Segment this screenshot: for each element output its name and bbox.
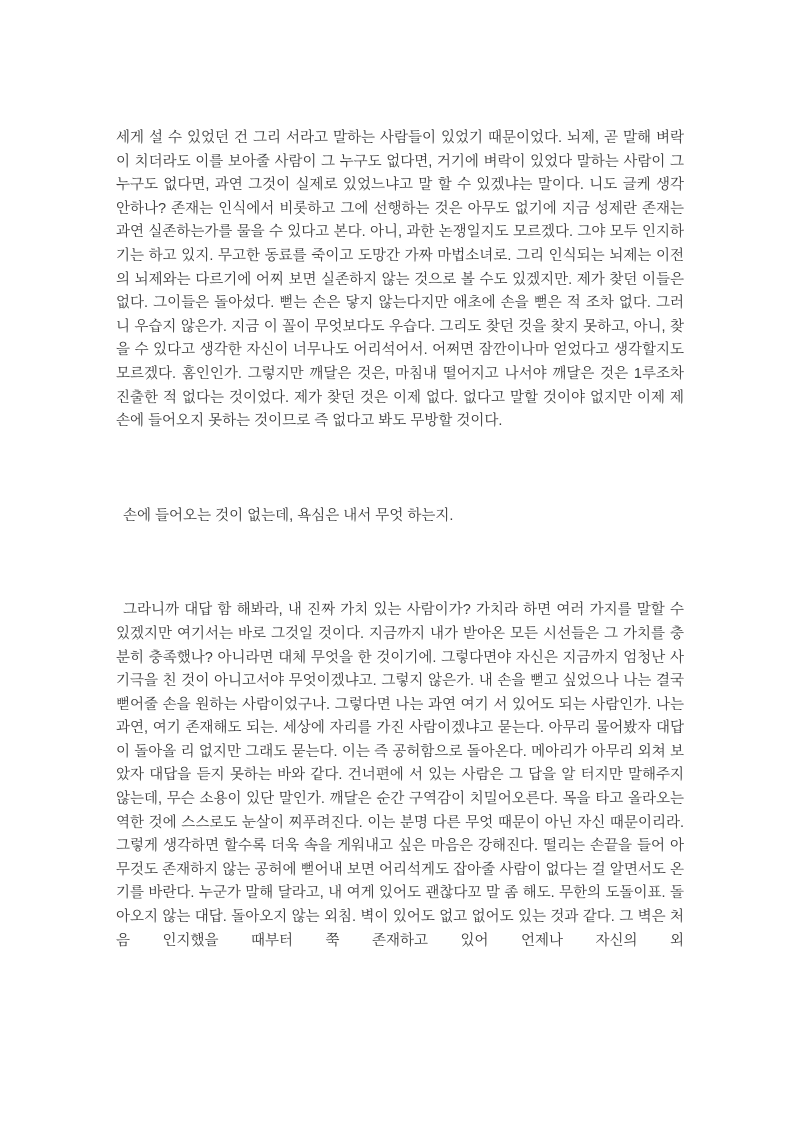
paragraph-3: 그라니까 대답 함 해봐라, 내 진짜 가치 있는 사람이가? 가치라 하면 여러 가지를 말할 수 있겠지만 여기서는 바로 그것일 것이다. 지금까지 내가 받아온 모든 시선들은 그 가치를 충분히 충족했나? 아니라면 대체 무엇을 한 것이기에. 그렇다면야 자신은 지금까지 엄청난 사기극을 친 것이 아니고서야 무엇이겠냐고. 그렇지 않은가. 내 손을 뻗고 싶었으나 나는 결국 뻗어줄 손을 원하는 사람이었구나. 그렇다면 나는 과연 여기 서 있어도 되는 사람인가. 나는 과연, 여기 존재해도 되는. 세상에 자리를 가진 사람이겠냐고 묻는다. 아무리 물어봤자 대답이 돌아올 리 없지만 그래도 묻는다. 이는 즉 공허함으로 돌아온다. 메아리가 아무리 외쳐 보았자 대답을 듣지 못하는 바와 같다. 건너편에 서 있는 사람은 그 답을 알 터지만 말해주지 않는데, 무슨 소용이 있단 말인가. 깨달은 순간 구역감이 치밀어오른다. 목을 타고 올라오는 역한 것에 스스로도 눈살이 찌푸려진다. 이는 분명 다른 무엇 때문이 아닌 자신 때문이리라. 그렇게 생각하면 할수록 더욱 속을 게워내고 싶은 마음은 강해진다. 떨리는 손끝을 들어 아무것도 존재하지 않는 공허에 뻗어내 보면 어리석게도 잡아줄 사람이 없다는 걸 알면서도 온기를 바란다. 누군가 말해 달라고, 내 여게 있어도 괜찮다꼬 말 좀 해도. 무한의 도돌이표. 돌아오지 않는 대답. 돌아오지 않는 외침. 벽이 있어도 없고 없어도 있는 것과 같다. 그 벽은 처음 인지했을 때부터 쭉 존재하고 있어 언제나 자신의 외 xyxy=(116,602,684,949)
paragraph-1: 세게 설 수 있었던 건 그리 서라고 말하는 사람들이 있었기 때문이었다. 뇌제, 곧 말해 벼락이 치더라도 이를 보아줄 사람이 그 누구도 없다면, 거기에 벼락이 있었다 말하는 사람이 그 누구도 없다면, 과연 그것이 실제로 있었느냐고 말 할 수 있겠냐는 말이다. 니도 글케 생각 안하나? 존재는 인식에서 비롯하고 그에 선행하는 것은 아무도 없기에 지금 성제란 존재는 과연 실존하는가를 물을 수 있다고 본다. 아니, 과한 논쟁일지도 모르겠다. 그야 모두 인지하기는 하고 있지. 무고한 동료를 죽이고 도망간 가짜 마법소녀로. 그리 인식되는 뇌제는 이전의 뇌제와는 다르기에 어찌 보면 실존하지 않는 것으로 볼 수도 있겠지만. 제가 찾던 이들은 없다. 그이들은 돌아섰다. 뻗는 손은 닿지 않는다지만 애초에 손을 뻗은 적 조차 없다. 그러니 우습지 않은가. 지금 이 꼴이 무엇보다도 우습다. 그리도 찾던 것을 찾지 못하고, 아니, 찾을 수 있다고 생각한 자신이 너무나도 어리석어서. 어쩌면 잠깐이나마 얻었다고 생각할지도 모르겠다. 홈인인가. 그렇지만 깨달은 것은, 마침내 떨어지고 나서야 깨달은 것은 1루조차 진출한 적 없다는 것이었다. 제가 찾던 것은 이제 없다. 없다고 말할 것이야 없지만 이제 제 손에 들어오지 못하는 것이므로 즉 없다고 봐도 무방할 것이다. xyxy=(116,130,684,430)
paragraph-2: 손에 들어오는 것이 없는데, 욕심은 내서 무엇 하는지. xyxy=(123,507,454,524)
document-text xyxy=(116,127,684,953)
